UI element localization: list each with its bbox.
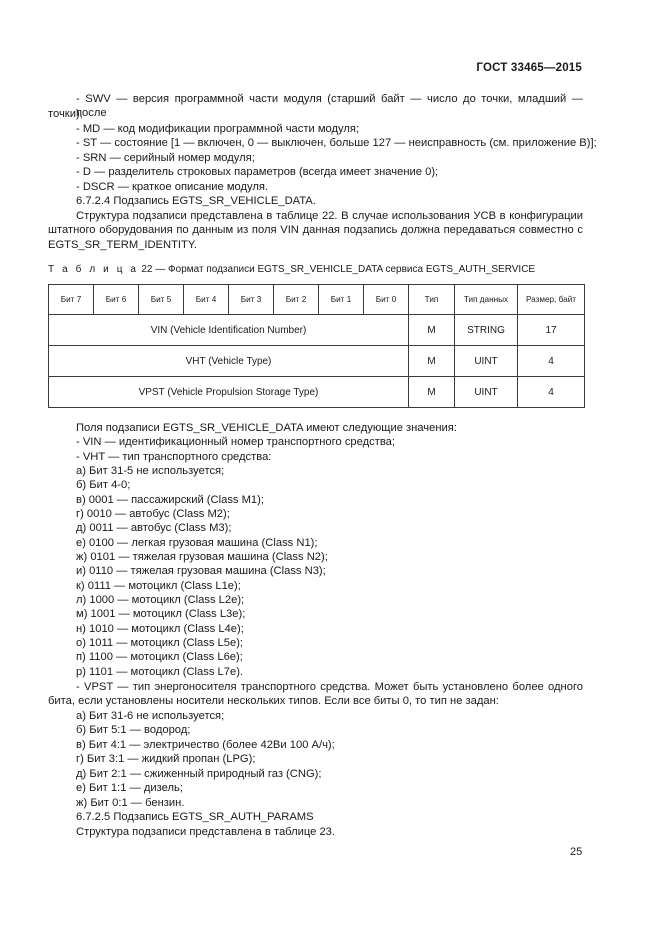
intro-line: точки), [48, 108, 83, 120]
size-cell: 4 [518, 346, 585, 377]
intro-line: - SWV — версия программной части модуля (старший байт — число до точки, младший — после [76, 93, 583, 119]
list-item: ж) Бит 0:1 — бензин. [76, 797, 185, 809]
header-cell: Размер, байт [518, 285, 585, 315]
list-item: а) Бит 31-5 не используется; [76, 465, 225, 477]
paragraph-line: штатного оборудования по данным из поля VIN данная подзапись должна передаваться совместно с [48, 224, 583, 236]
header-cell: Бит 2 [274, 285, 319, 315]
list-item: м) 1001 — мотоцикл (Class L3e); [76, 608, 246, 620]
header-cell: Бит 7 [49, 285, 94, 315]
list-item: ж) 0101 — тяжелая грузовая машина (Class N2); [76, 551, 328, 563]
intro-line: - D — разделитель строковых параметров (всегда имеет значение 0); [76, 166, 439, 178]
paragraph-line: EGTS_SR_TERM_IDENTITY. [48, 239, 197, 251]
header-cell: Бит 3 [229, 285, 274, 315]
list-item: в) 0001 — пассажирский (Class M1); [76, 494, 264, 506]
intro-line: - SRN — серийный номер модуля; [76, 152, 255, 164]
header-cell: Тип [409, 285, 455, 315]
table-row [49, 346, 585, 377]
list-item: д) 0011 — автобус (Class M3); [76, 522, 232, 534]
list-item: п) 1100 — мотоцикл (Class L6e); [76, 651, 243, 663]
header-cell: Бит 0 [364, 285, 409, 315]
data-type-cell: UINT [455, 377, 518, 408]
list-item: г) 0010 — автобус (Class M2); [76, 508, 230, 520]
list-item: л) 1000 — мотоцикл (Class L2e); [76, 594, 245, 606]
document-code: ГОСТ 33465—2015 [476, 62, 582, 74]
list-item: и) 0110 — тяжелая грузовая машина (Class N3); [76, 565, 326, 577]
header-cell: Тип данных [455, 285, 518, 315]
vpst-line: бита, если установлены носители нескольких типов. Если все биты 0, то тип не задан: [48, 695, 499, 707]
section-heading: 6.7.2.4 Подзапись EGTS_SR_VEHICLE_DATA. [76, 195, 316, 207]
table-caption [48, 264, 535, 275]
field-cell: VHT (Vehicle Type) [49, 346, 409, 377]
list-item: г) Бит 3:1 — жидкий пропан (LPG); [76, 753, 256, 765]
list-item: б) Бит 4-0; [76, 479, 131, 491]
list-item: д) Бит 2:1 — сжиженный природный газ (CNG); [76, 768, 322, 780]
vpst-line: - VPST — тип энергоносителя транспортного средства. Может быть установлено более одного [76, 681, 583, 693]
header-cell: Бит 1 [319, 285, 364, 315]
list-item: а) Бит 31-6 не используется; [76, 710, 225, 722]
list-item: о) 1011 — мотоцикл (Class L5e); [76, 637, 244, 649]
fields-intro: Поля подзаписи EGTS_SR_VEHICLE_DATA имеют следующие значения: [76, 422, 457, 434]
section-heading: 6.7.2.5 Подзапись EGTS_SR_AUTH_PARAMS [76, 811, 314, 823]
vht-title: - VHT — тип транспортного средства: [76, 451, 272, 463]
list-item: к) 0111 — мотоцикл (Class L1e); [76, 580, 241, 592]
table-header-row [49, 285, 585, 315]
field-cell: VIN (Vehicle Identification Number) [49, 315, 409, 346]
intro-line: - DSCR — краткое описание модуля. [76, 181, 269, 193]
intro-line: - ST — состояние [1 — включен, 0 — выключен, больше 127 — неисправность (см. приложение В)]; [76, 137, 597, 149]
table-caption-prefix: Т а б л и ц а [48, 264, 139, 275]
type-cell: M [409, 315, 455, 346]
size-cell: 17 [518, 315, 585, 346]
list-item: б) Бит 5:1 — водород; [76, 724, 191, 736]
header-cell: Бит 6 [94, 285, 139, 315]
list-item: н) 1010 — мотоцикл (Class L4e); [76, 623, 244, 635]
type-cell: M [409, 377, 455, 408]
list-item: р) 1101 — мотоцикл (Class L7e). [76, 666, 244, 678]
list-item: в) Бит 4:1 — электричество (более 42Ви 100 А/ч); [76, 739, 335, 751]
list-item: е) 0100 — легкая грузовая машина (Class N1); [76, 537, 318, 549]
table-row [49, 377, 585, 408]
intro-line: - MD — код модификации программной части модуля; [76, 123, 360, 135]
paragraph-line: Структура подзаписи представлена в таблице 22. В случае использования УСВ в конфигурации [76, 210, 583, 222]
data-type-cell: STRING [455, 315, 518, 346]
table-row [49, 315, 585, 346]
vehicle-data-table [48, 284, 585, 408]
type-cell: M [409, 346, 455, 377]
list-item: е) Бит 1:1 — дизель; [76, 782, 183, 794]
header-cell: Бит 5 [139, 285, 184, 315]
page-number: 25 [570, 846, 583, 858]
size-cell: 4 [518, 377, 585, 408]
paragraph-line: Структура подзаписи представлена в таблице 23. [76, 826, 336, 838]
header-cell: Бит 4 [184, 285, 229, 315]
data-type-cell: UINT [455, 346, 518, 377]
vin-description: - VIN — идентификационный номер транспортного средства; [76, 436, 396, 448]
table-caption-text: 22 — Формат подзаписи EGTS_SR_VEHICLE_DATA сервиса EGTS_AUTH_SERVICE [141, 264, 536, 275]
field-cell: VPST (Vehicle Propulsion Storage Type) [49, 377, 409, 408]
